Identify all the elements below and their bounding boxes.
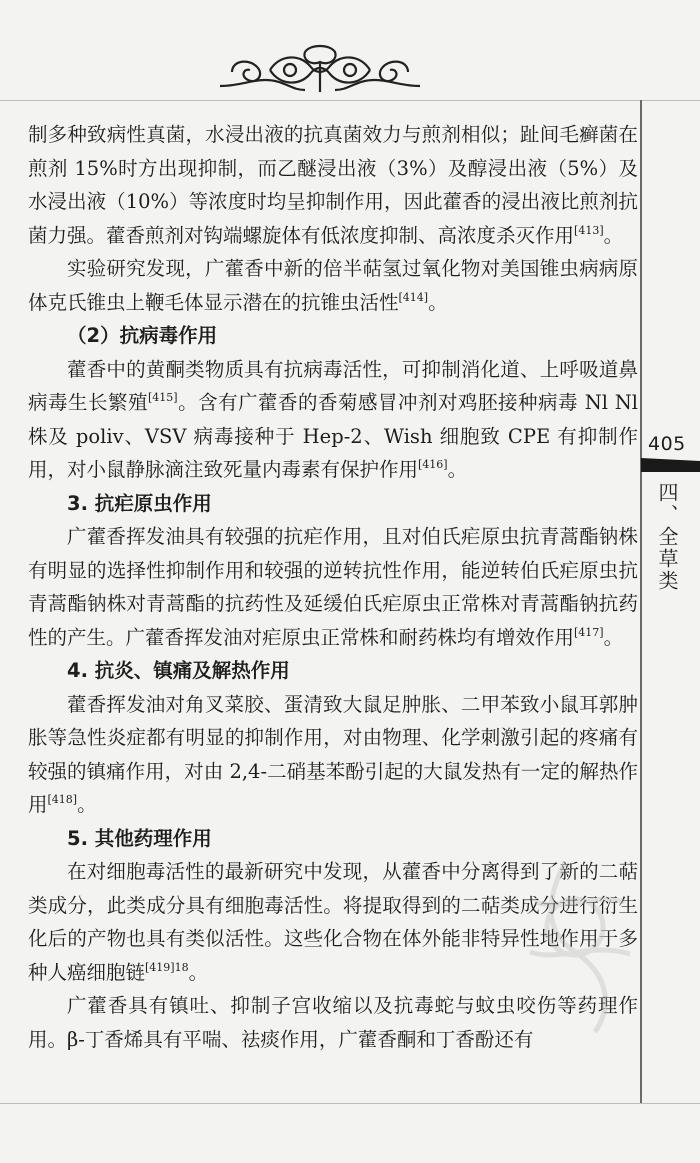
punctuation: 。 [188, 960, 209, 984]
citation: [417] [574, 625, 604, 639]
line: 液（5%）及水浸出液（10%）等浓度时均呈抑制作用，因此藿香 [28, 156, 639, 213]
punctuation: 。 [428, 290, 448, 314]
heading-antiviral: （2）抗病毒作用 [67, 324, 218, 347]
line: 制、高浓度杀灭作用 [398, 223, 575, 247]
heading-anti-inflammatory: 4. 抗炎、镇痛及解热作用 [67, 659, 290, 682]
citation: [416] [418, 458, 448, 471]
paragraph-antitrypanosomal [28, 252, 638, 319]
citation: [418] [47, 793, 78, 806]
header-rule [0, 100, 700, 101]
punctuation: 。 [603, 625, 624, 649]
citation: [414] [398, 290, 429, 304]
citation: [415] [147, 391, 178, 404]
paragraph-antimalarial [28, 520, 638, 654]
paragraph-text: 。含有广藿香的香菊感冒冲剂对鸡胚接种病毒 Nl Nl 株及 poliv、VSV 病毒接种于 Hep-2、Wish 细胞致 CPE 有抑制作用，对小鼠静脉滴注致死量内毒素有保护作用 [28, 391, 638, 481]
page-flag-icon [641, 458, 700, 472]
paragraph-text: 藿香挥发油对角叉菜胶、蛋清致大鼠足肿胀、二甲苯致小鼠耳郭肿胀等急性炎症都有明显的抑制作用，对由物理、化学刺激引起的疼痛有较强的镇痛作用，对由 2,4-二硝基苯酚引起的大鼠发热有一定的解热作用 [28, 692, 638, 816]
paragraph-anti-inflammatory [28, 688, 638, 822]
line: 制多种致病性真菌，水浸出液的抗真菌效力与煎剂相似；趾间毛 [28, 123, 580, 146]
paragraph-text: 藿香中的黄酮类物质具有抗病毒活性，可抑制消化道、上呼吸道鼻病毒生长繁殖 [28, 357, 638, 414]
footer-rule [0, 1103, 700, 1104]
line: 的浸出液比煎剂抗菌力强。藿香煎剂对钩端螺旋体有低浓度抑 [28, 190, 638, 247]
paragraph-antifungal [28, 118, 638, 252]
watermark-icon [505, 842, 645, 1042]
paragraph-text: 广藿香挥发油具有较强的抗疟作用，且对伯氏疟原虫抗青蒿酯钠株有明显的选择性抑制作用和较强的逆转抗性作用，能逆转伯氏疟原虫抗青蒿酯钠株对青蒿酯的抗药性及延缓伯氏疟原虫正常株对青蒿酯钠抗药性的产生。广藿香挥发油对疟原虫正常株和耐药株均有增效作用 [28, 525, 638, 649]
paragraph-text: 实验研究发现，广藿香中新的倍半萜氢过氧化物对美国锥虫病病原体克氏锥虫上鞭毛体显示潜在的抗锥虫活性 [28, 257, 638, 314]
knot-ornament-icon [210, 40, 430, 100]
citation: [413] [574, 223, 604, 237]
punctuation: 。 [603, 223, 624, 247]
chapter-tab: 四、全草类 [655, 482, 679, 592]
punctuation: 。 [77, 793, 97, 816]
paragraph-text: 在对细胞毒活性的最新研究中发现，从藿香中分离得到了新的二萜类成分，此类成分具有细胞毒活性。将提取得到的二萜类成分进行衍生化后的产物也具有类似活性。这些化合物在体外能非特异性地作用于多种人癌细胞链 [28, 860, 638, 984]
paragraph-antiviral [28, 353, 638, 487]
punctuation: 。 [447, 458, 468, 481]
line: 癣菌在煎剂 15%时方出现抑制，而乙醚浸出液（3%）及醇浸出 [28, 123, 638, 180]
citation: [419]18 [145, 960, 189, 974]
heading-antimalarial: 3. 抗疟原虫作用 [67, 491, 212, 515]
page-number: 405 [648, 433, 686, 455]
heading-other-pharmacology: 5. 其他药理作用 [67, 826, 212, 850]
paragraph-text: 广藿香具有镇吐、抑制子宫收缩以及抗毒蛇与蚊虫咬伤等药理作用。β-丁香烯具有平喘、祛痰作用，广藿香酮和丁香酚还有 [28, 994, 638, 1051]
